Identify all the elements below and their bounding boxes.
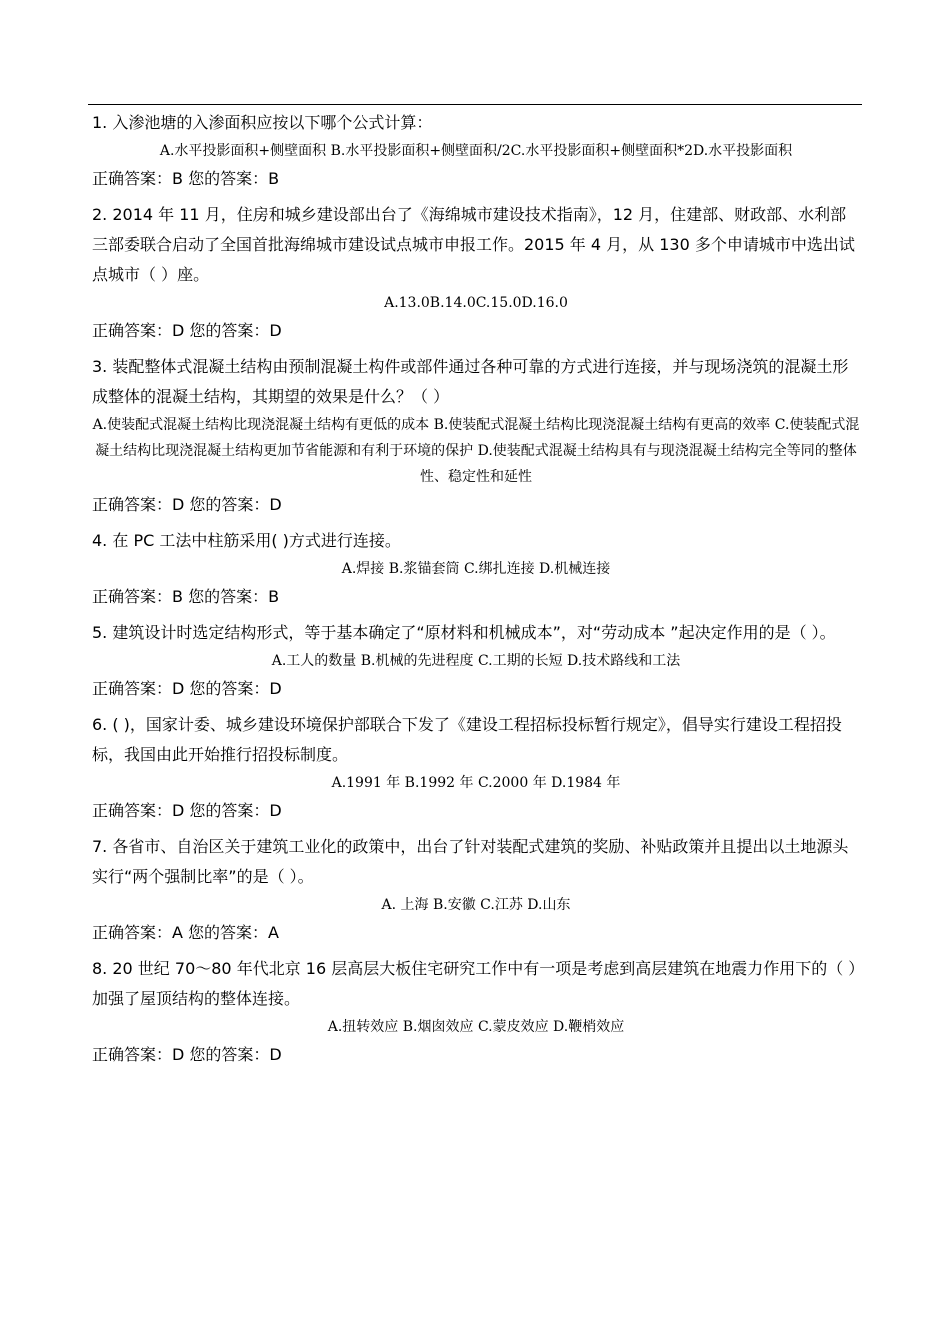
question-text: 4. 在 PC 工法中柱筋采用( )方式进行连接。	[92, 531, 401, 550]
question-text: 7. 各省市、自治区关于建筑工业化的政策中，出台了针对装配式建筑的奖励、补贴政策并且提出以土地源头实行“两个强制比率”的是（ ）。	[92, 837, 849, 886]
question-block	[92, 618, 860, 704]
question-block	[92, 352, 860, 520]
question-list	[92, 108, 860, 1076]
question-block	[92, 832, 860, 948]
question-text: 1. 入渗池塘的入渗面积应按以下哪个公式计算：	[92, 113, 433, 132]
question-text: 2. 2014 年 11 月，住房和城乡建设部出台了《海绵城市建设技术指南》，12 月，住建部、财政部、水利部三部委联合启动了全国首批海绵城市建设试点城市申报工作。2015 年 4 月，从 130 多个申请城市中选出试点城市（ ）座。	[92, 205, 855, 284]
question-text: 5. 建筑设计时选定结构形式，等于基本确定了“原材料和机械成本”，对“劳动成本 ”起决定作用的是（ ）。	[92, 623, 836, 642]
answer-line: 正确答案：D 您的答案：D	[92, 321, 282, 340]
question-text: 6. ( )，国家计委、城乡建设环境保护部联合下发了《建设工程招标投标暂行规定》，倡导实行建设工程招投标，我国由此开始推行招投标制度。	[92, 715, 842, 764]
answer-line: 正确答案：A 您的答案：A	[92, 923, 279, 942]
question-options: A.13.0B.14.0C.15.0D.16.0	[384, 295, 568, 311]
answer-line: 正确答案：D 您的答案：D	[92, 495, 282, 514]
question-block	[92, 526, 860, 612]
question-options: A.水平投影面积+侧壁面积 B.水平投影面积+侧壁面积/2C.水平投影面积+侧壁面积*2D.水平投影面积	[159, 143, 793, 159]
question-block	[92, 954, 860, 1070]
question-options: A.焊接 B.浆锚套筒 C.绑扎连接 D.机械连接	[341, 561, 611, 577]
question-block	[92, 710, 860, 826]
question-options: A.工人的数量 B.机械的先进程度 C.工期的长短 D.技术路线和工法	[271, 653, 681, 669]
question-options: A.1991 年 B.1992 年 C.2000 年 D.1984 年	[331, 775, 621, 791]
answer-line: 正确答案：D 您的答案：D	[92, 679, 282, 698]
answer-line: 正确答案：B 您的答案：B	[92, 587, 280, 606]
question-text: 3. 装配整体式混凝土结构由预制混凝土构件或部件通过各种可靠的方式进行连接，并与现场浇筑的混凝土形成整体的混凝土结构，其期望的效果是什么？（ ）	[92, 357, 849, 406]
answer-line: 正确答案：D 您的答案：D	[92, 1045, 282, 1064]
question-text: 8. 20 世纪 70～80 年代北京 16 层高层大板住宅研究工作中有一项是考虑到高层建筑在地震力作用下的（ ）加强了屋顶结构的整体连接。	[92, 959, 857, 1008]
question-options: A.扭转效应 B.烟囱效应 C.蒙皮效应 D.鞭梢效应	[327, 1019, 625, 1035]
header-rule	[88, 104, 862, 105]
question-block	[92, 108, 860, 194]
answer-line: 正确答案：D 您的答案：D	[92, 801, 282, 820]
question-block	[92, 200, 860, 346]
question-options: A. 上海 B.安徽 C.江苏 D.山东	[381, 897, 571, 913]
answer-line: 正确答案：B 您的答案：B	[92, 169, 280, 188]
question-options: A.使装配式混凝土结构比现浇混凝土结构有更低的成本 B.使装配式混凝土结构比现浇混凝土结构有更高的效率 C.使装配式混凝土结构比现浇混凝土结构更加节省能源和有利于环境的保护 D.使装配式混凝土结构具有与现浇混凝土结构完全等同的整体性、稳定性和延性	[92, 417, 860, 485]
